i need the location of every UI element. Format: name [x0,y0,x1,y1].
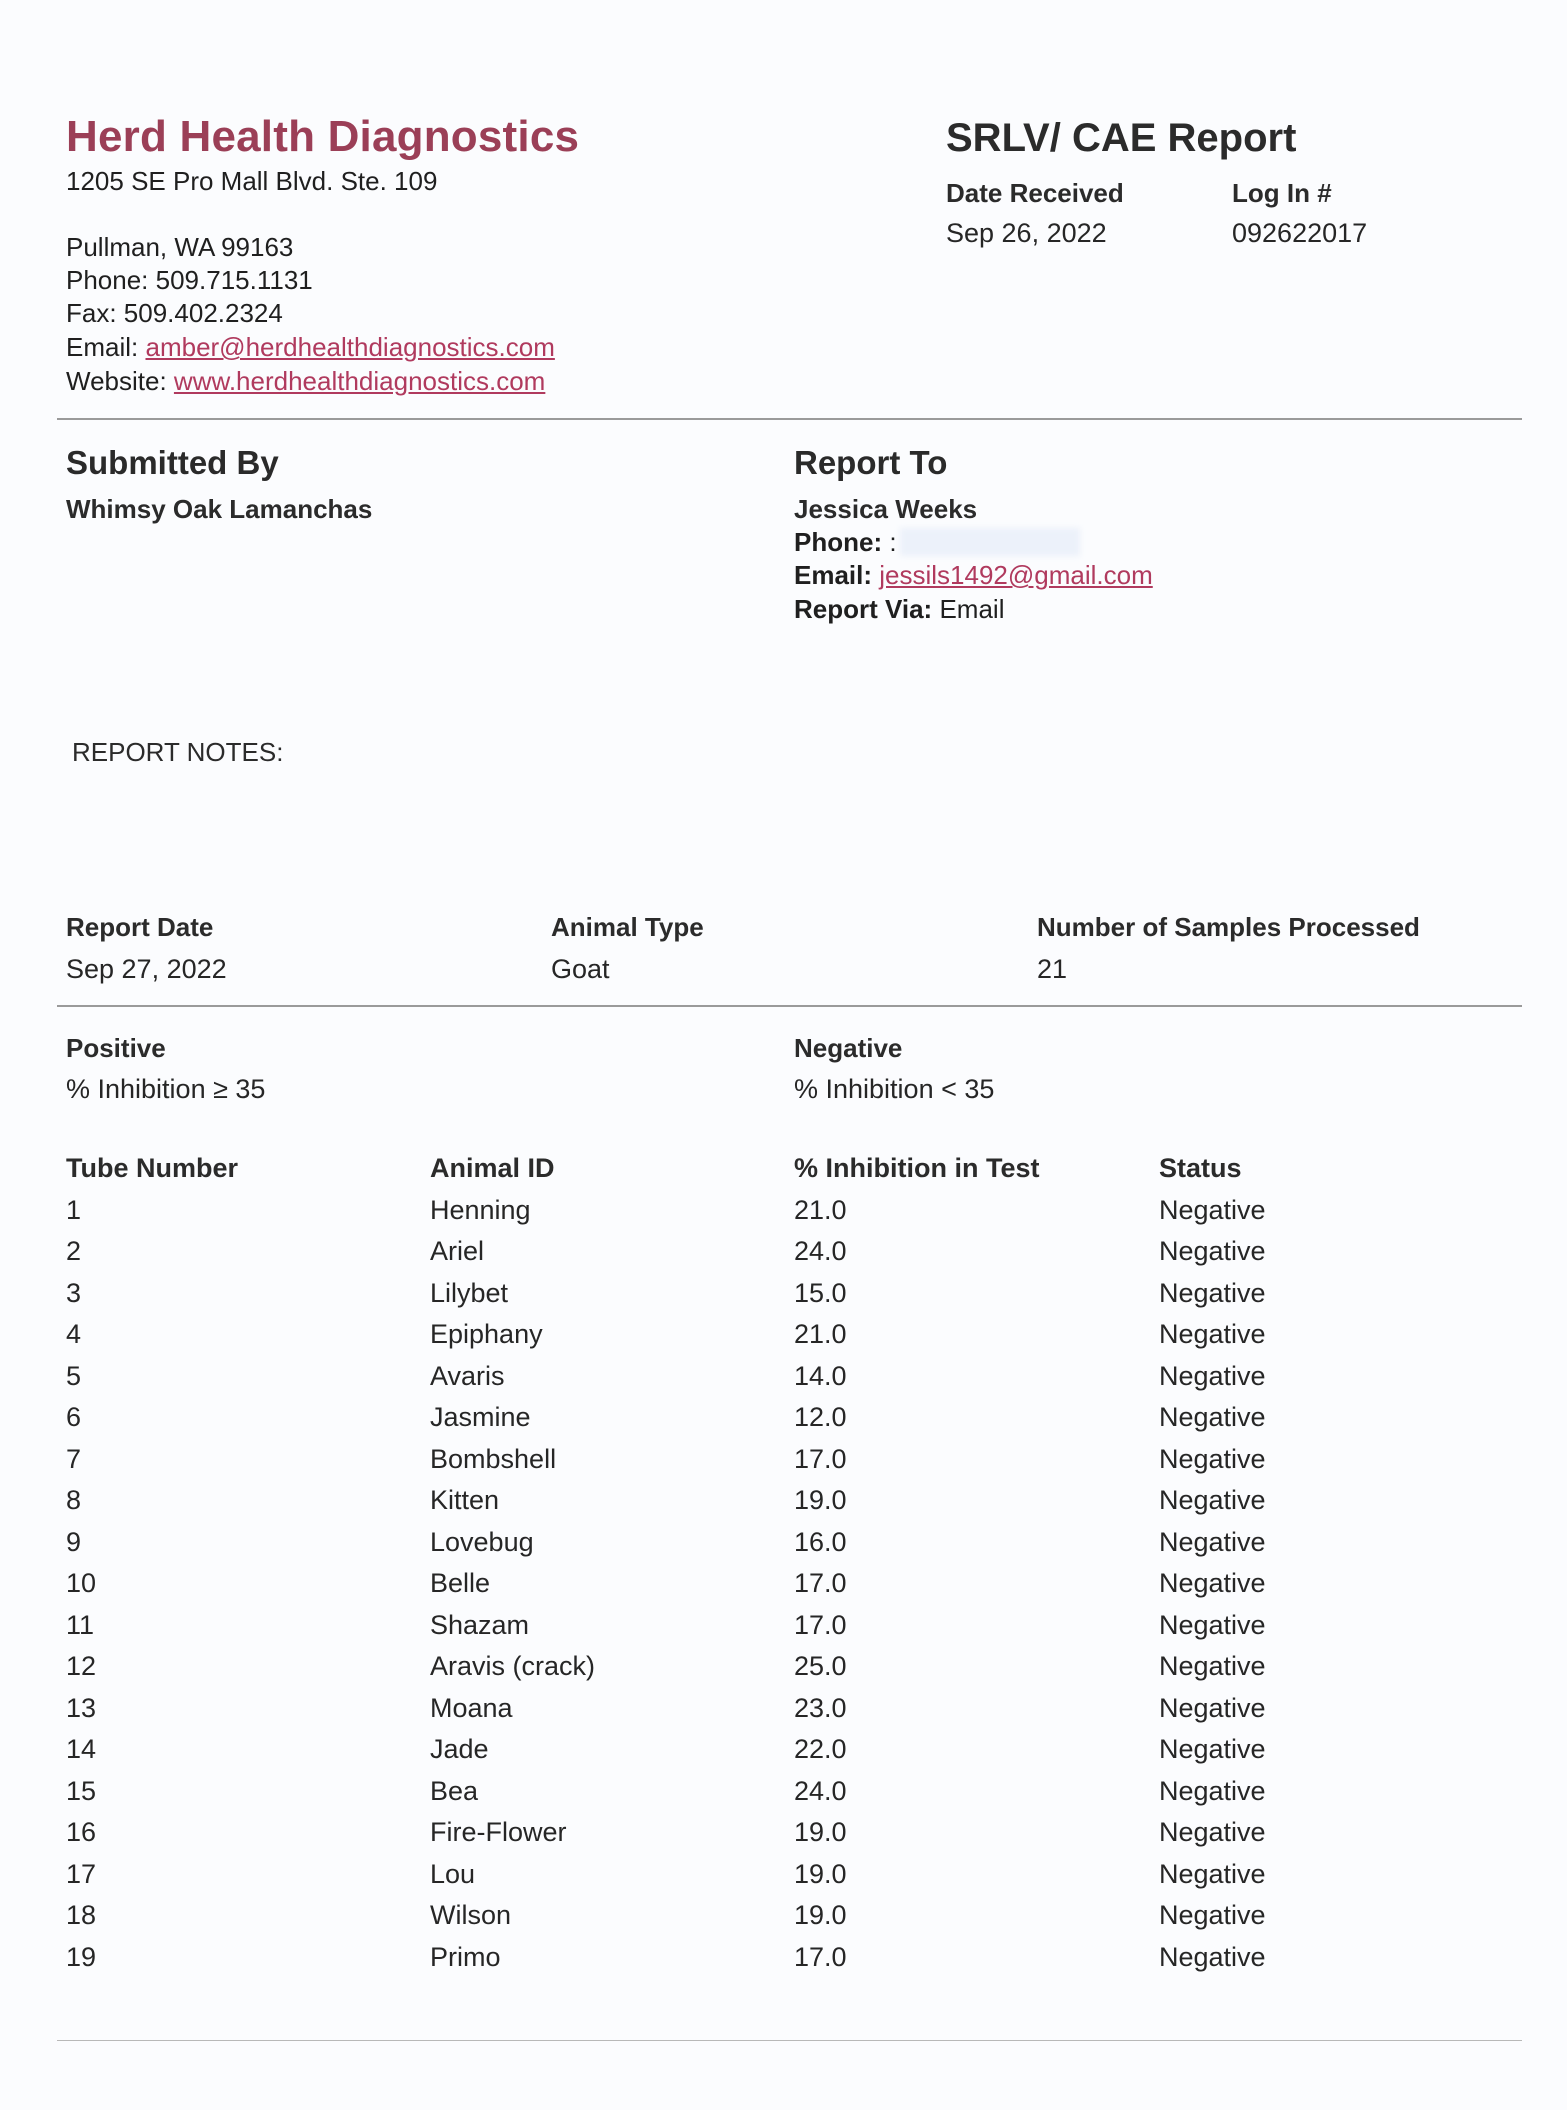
table-row [66,1444,1366,1486]
tube-number-cell: 13 [66,1692,97,1723]
animal-id-cell: Henning [430,1194,531,1225]
divider [57,1005,1522,1007]
status-cell: Negative [1159,1526,1266,1557]
status-cell: Negative [1159,1900,1266,1930]
report-to-phone-value: : [889,527,897,557]
status-cell: Negative [1159,1651,1266,1681]
negative-rule: % Inhibition < 35 [794,1074,995,1104]
lab-email-link[interactable]: amber@herdhealthdiagnostics.com [145,332,555,362]
table-row [66,1610,1366,1652]
lab-address-line2: Pullman, WA 99163 [66,232,294,262]
animal-id-cell: Bombshell [430,1443,557,1474]
inhibition-cell: 19.0 [794,1858,847,1889]
divider [57,418,1522,420]
status-cell: Negative [1159,1236,1266,1266]
table-row [66,1485,1366,1527]
inhibition-cell: 24.0 [794,1236,847,1266]
submitted-by-title: Submitted By [66,444,279,481]
status-cell: Negative [1159,1319,1266,1349]
tube-number-cell: 1 [66,1194,82,1225]
animal-type-label: Animal Type [551,912,704,942]
status-cell: Negative [1159,1775,1266,1806]
positive-rule: % Inhibition ≥ 35 [66,1074,266,1104]
status-cell: Negative [1159,1277,1266,1308]
report-to-name: Jessica Weeks [794,494,978,524]
table-row [66,1734,1366,1776]
table-header-row [66,1153,1366,1195]
status-cell: Negative [1159,1485,1266,1515]
tube-number-cell: 16 [66,1817,97,1847]
report-via-row [794,594,1004,625]
animal-id-cell: Belle [430,1568,491,1598]
tube-number-cell: 6 [66,1402,82,1432]
date-received-label: Date Received [946,178,1124,208]
tube-number-cell: 14 [66,1734,97,1764]
table-row [66,1402,1366,1444]
table-row [66,1195,1366,1237]
negative-label: Negative [794,1033,903,1063]
inhibition-cell: 19.0 [794,1485,847,1515]
table-row [66,1319,1366,1361]
results-table [66,1153,1366,1983]
log-in-label: Log In # [1232,178,1332,208]
table-row [66,1817,1366,1859]
inhibition-cell: 17.0 [794,1568,847,1598]
log-in-value: 092622017 [1232,218,1368,248]
animal-id-cell: Fire-Flower [430,1817,567,1847]
tube-number-cell: 19 [66,1941,97,1972]
tube-number-cell: 11 [66,1609,95,1640]
tube-number-cell: 3 [66,1277,82,1308]
tube-number-cell: 10 [66,1568,97,1598]
inhibition-cell: 17.0 [794,1443,847,1474]
status-cell: Negative [1159,1194,1266,1225]
report-via-label: Report Via: [794,594,933,624]
column-header: Tube Number [66,1153,239,1183]
status-cell: Negative [1159,1402,1266,1432]
inhibition-cell: 22.0 [794,1734,847,1764]
status-cell: Negative [1159,1734,1266,1764]
tube-number-cell: 7 [66,1443,82,1474]
status-cell: Negative [1159,1817,1266,1847]
tube-number-cell: 8 [66,1485,82,1515]
table-row [66,1527,1366,1569]
report-notes-label: REPORT NOTES: [72,737,284,767]
animal-id-cell: Lilybet [430,1277,509,1308]
samples-label: Number of Samples Processed [1037,912,1420,942]
report-title: SRLV/ CAE Report [946,116,1297,160]
lab-phone: Phone: 509.715.1131 [66,265,313,295]
status-cell: Negative [1159,1941,1266,1972]
animal-id-cell: Wilson [430,1900,512,1930]
inhibition-cell: 15.0 [794,1277,847,1308]
report-to-email-link[interactable]: jessils1492@gmail.com [879,560,1153,590]
inhibition-cell: 24.0 [794,1775,847,1806]
animal-id-cell: Bea [430,1775,479,1806]
inhibition-cell: 21.0 [794,1194,847,1225]
report-date-value: Sep 27, 2022 [66,954,227,984]
status-cell: Negative [1159,1443,1266,1474]
submitted-by-name: Whimsy Oak Lamanchas [66,494,373,524]
report-date-label: Report Date [66,912,214,942]
report-to-email-row [794,560,1153,591]
animal-id-cell: Moana [430,1692,513,1723]
status-cell: Negative [1159,1858,1266,1889]
lab-email-row [66,332,555,363]
table-row [66,1568,1366,1610]
table-row [66,1651,1366,1693]
positive-label: Positive [66,1033,166,1063]
animal-id-cell: Aravis (crack) [430,1651,596,1681]
table-row [66,1278,1366,1320]
animal-id-cell: Jade [430,1734,489,1764]
table-row [66,1693,1366,1735]
lab-website-row [66,366,545,397]
table-row [66,1900,1366,1942]
inhibition-cell: 23.0 [794,1692,847,1723]
animal-id-cell: Primo [430,1941,501,1972]
animal-id-cell: Avaris [430,1360,505,1391]
table-row [66,1361,1366,1403]
table-row [66,1776,1366,1818]
tube-number-cell: 18 [66,1900,97,1930]
report-to-phone-row [794,527,897,558]
report-to-phone-label: Phone: [794,527,883,557]
inhibition-cell: 14.0 [794,1360,847,1391]
inhibition-cell: 25.0 [794,1651,847,1681]
inhibition-cell: 19.0 [794,1900,847,1930]
date-received-value: Sep 26, 2022 [946,218,1107,248]
lab-name: Herd Health Diagnostics [66,112,580,161]
animal-id-cell: Shazam [430,1609,530,1640]
animal-id-cell: Jasmine [430,1402,531,1432]
tube-number-cell: 15 [66,1775,97,1806]
column-header: % Inhibition in Test [794,1153,1040,1183]
tube-number-cell: 9 [66,1526,82,1557]
samples-value: 21 [1037,954,1068,984]
inhibition-cell: 12.0 [794,1402,847,1432]
animal-id-cell: Lou [430,1858,476,1889]
redacted-phone [900,528,1080,556]
lab-email-label: Email: [66,332,139,362]
lab-fax: Fax: 509.402.2324 [66,298,283,328]
inhibition-cell: 21.0 [794,1319,847,1349]
tube-number-cell: 4 [66,1319,82,1349]
status-cell: Negative [1159,1692,1266,1723]
animal-id-cell: Lovebug [430,1526,534,1557]
inhibition-cell: 16.0 [794,1526,847,1557]
inhibition-cell: 17.0 [794,1941,847,1972]
table-row [66,1942,1366,1984]
report-to-email-label: Email: [794,560,873,590]
tube-number-cell: 2 [66,1236,82,1266]
table-row [66,1236,1366,1278]
animal-id-cell: Ariel [430,1236,485,1266]
lab-address-line1: 1205 SE Pro Mall Blvd. Ste. 109 [66,166,438,196]
status-cell: Negative [1159,1360,1266,1391]
column-header: Status [1159,1153,1242,1183]
animal-type-value: Goat [551,954,610,984]
tube-number-cell: 5 [66,1360,82,1391]
inhibition-cell: 17.0 [794,1609,847,1640]
inhibition-cell: 19.0 [794,1817,847,1847]
tube-number-cell: 17 [66,1858,97,1889]
animal-id-cell: Epiphany [430,1319,543,1349]
status-cell: Negative [1159,1609,1266,1640]
lab-website-link[interactable]: www.herdhealthdiagnostics.com [173,366,546,396]
report-to-title: Report To [794,444,948,481]
lab-website-label: Website: [66,366,167,396]
column-header: Animal ID [430,1153,555,1183]
status-cell: Negative [1159,1568,1266,1598]
table-row [66,1859,1366,1901]
report-via-value: Email [939,594,1005,624]
animal-id-cell: Kitten [430,1485,500,1515]
tube-number-cell: 12 [66,1651,97,1681]
divider [57,2040,1522,2041]
